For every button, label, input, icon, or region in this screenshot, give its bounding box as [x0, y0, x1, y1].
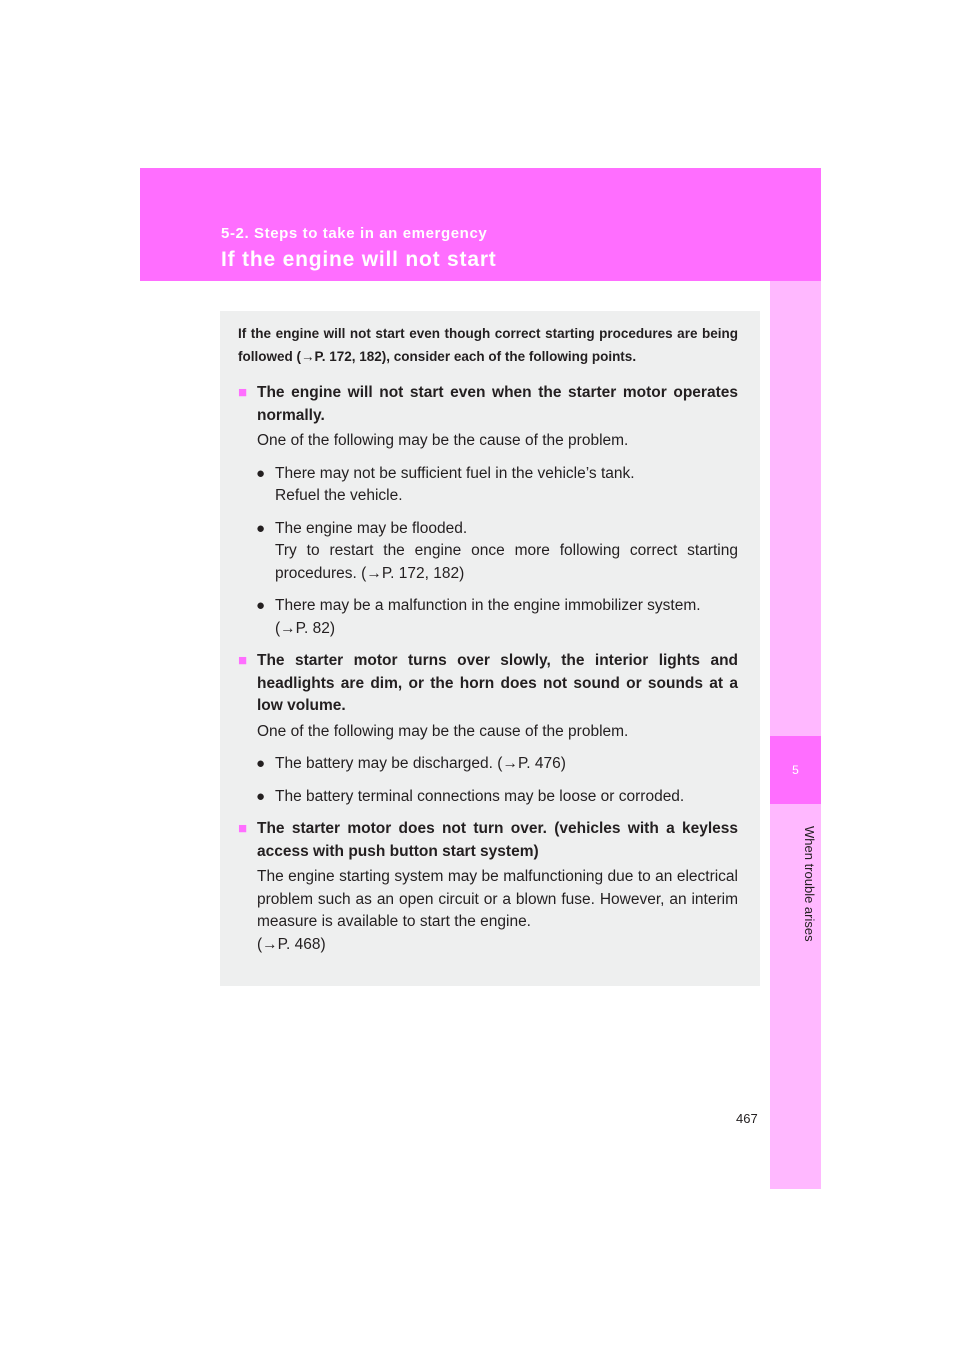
square-bullet-icon: ■ [238, 384, 248, 401]
section-reference: (→P. 468) [257, 935, 326, 953]
bullet-text: The battery terminal connections may be loose or corroded. [275, 787, 685, 805]
circle-bullet-icon: ● [256, 519, 266, 537]
section-heading [238, 650, 738, 718]
intro-text: If the engine will not start even though correct starting procedures are being followed (→P. 172, 182), consider each of the following points. [238, 326, 738, 364]
heading-text: The starter motor does not turn over. (vehicles with a keyless access with push button start system) [257, 820, 738, 860]
square-bullet-icon: ■ [238, 820, 248, 837]
bullet-text: The battery may be discharged. (→P. 476) [275, 755, 566, 772]
bullet-text: The engine may be flooded. [275, 519, 468, 537]
page-title: If the engine will not start [221, 248, 497, 271]
bullet-text: There may not be sufficient fuel in the vehicle’s tank. [275, 464, 635, 482]
section-lead: One of the following may be the cause of the problem. [257, 432, 629, 449]
list-item [238, 518, 738, 586]
square-bullet-icon: ■ [238, 652, 248, 669]
bullet-detail: Try to restart the engine once more following correct starting procedures. (→P. 172, 182) [275, 542, 738, 582]
list-item [238, 786, 738, 809]
content-box [220, 311, 760, 986]
section-lead: The engine starting system may be malfunctioning due to an electrical problem such as an open circuit or a blown fuse. However, an interim measure is available to start the engine. [257, 868, 738, 930]
section-heading [238, 818, 738, 863]
list-item [238, 595, 738, 640]
section-lead: One of the following may be the cause of the problem. [257, 722, 629, 740]
circle-bullet-icon: ● [256, 597, 266, 614]
list-item [238, 463, 738, 508]
chapter-side-strip [770, 281, 821, 1189]
chapter-number: 5 [792, 763, 799, 777]
circle-bullet-icon: ● [256, 464, 266, 482]
bullet-detail: Refuel the vehicle. [275, 487, 403, 504]
chapter-name: When trouble arises [802, 826, 817, 942]
page-number: 467 [736, 1111, 758, 1126]
bullet-detail: (→P. 82) [275, 619, 336, 637]
circle-bullet-icon: ● [256, 787, 266, 805]
heading-text: The starter motor turns over slowly, the interior lights and headlights are dim, or the horn does not sound or sounds at a low volume. [257, 652, 738, 714]
list-item [238, 753, 738, 776]
section-label: 5-2. Steps to take in an emergency [221, 225, 488, 242]
circle-bullet-icon: ● [256, 755, 266, 772]
bullet-text: There may be a malfunction in the engine immobilizer system. [275, 597, 701, 614]
chapter-tab[interactable] [770, 736, 821, 804]
section-heading [238, 382, 738, 427]
heading-text: The engine will not start even when the starter motor operates normally. [257, 384, 738, 424]
